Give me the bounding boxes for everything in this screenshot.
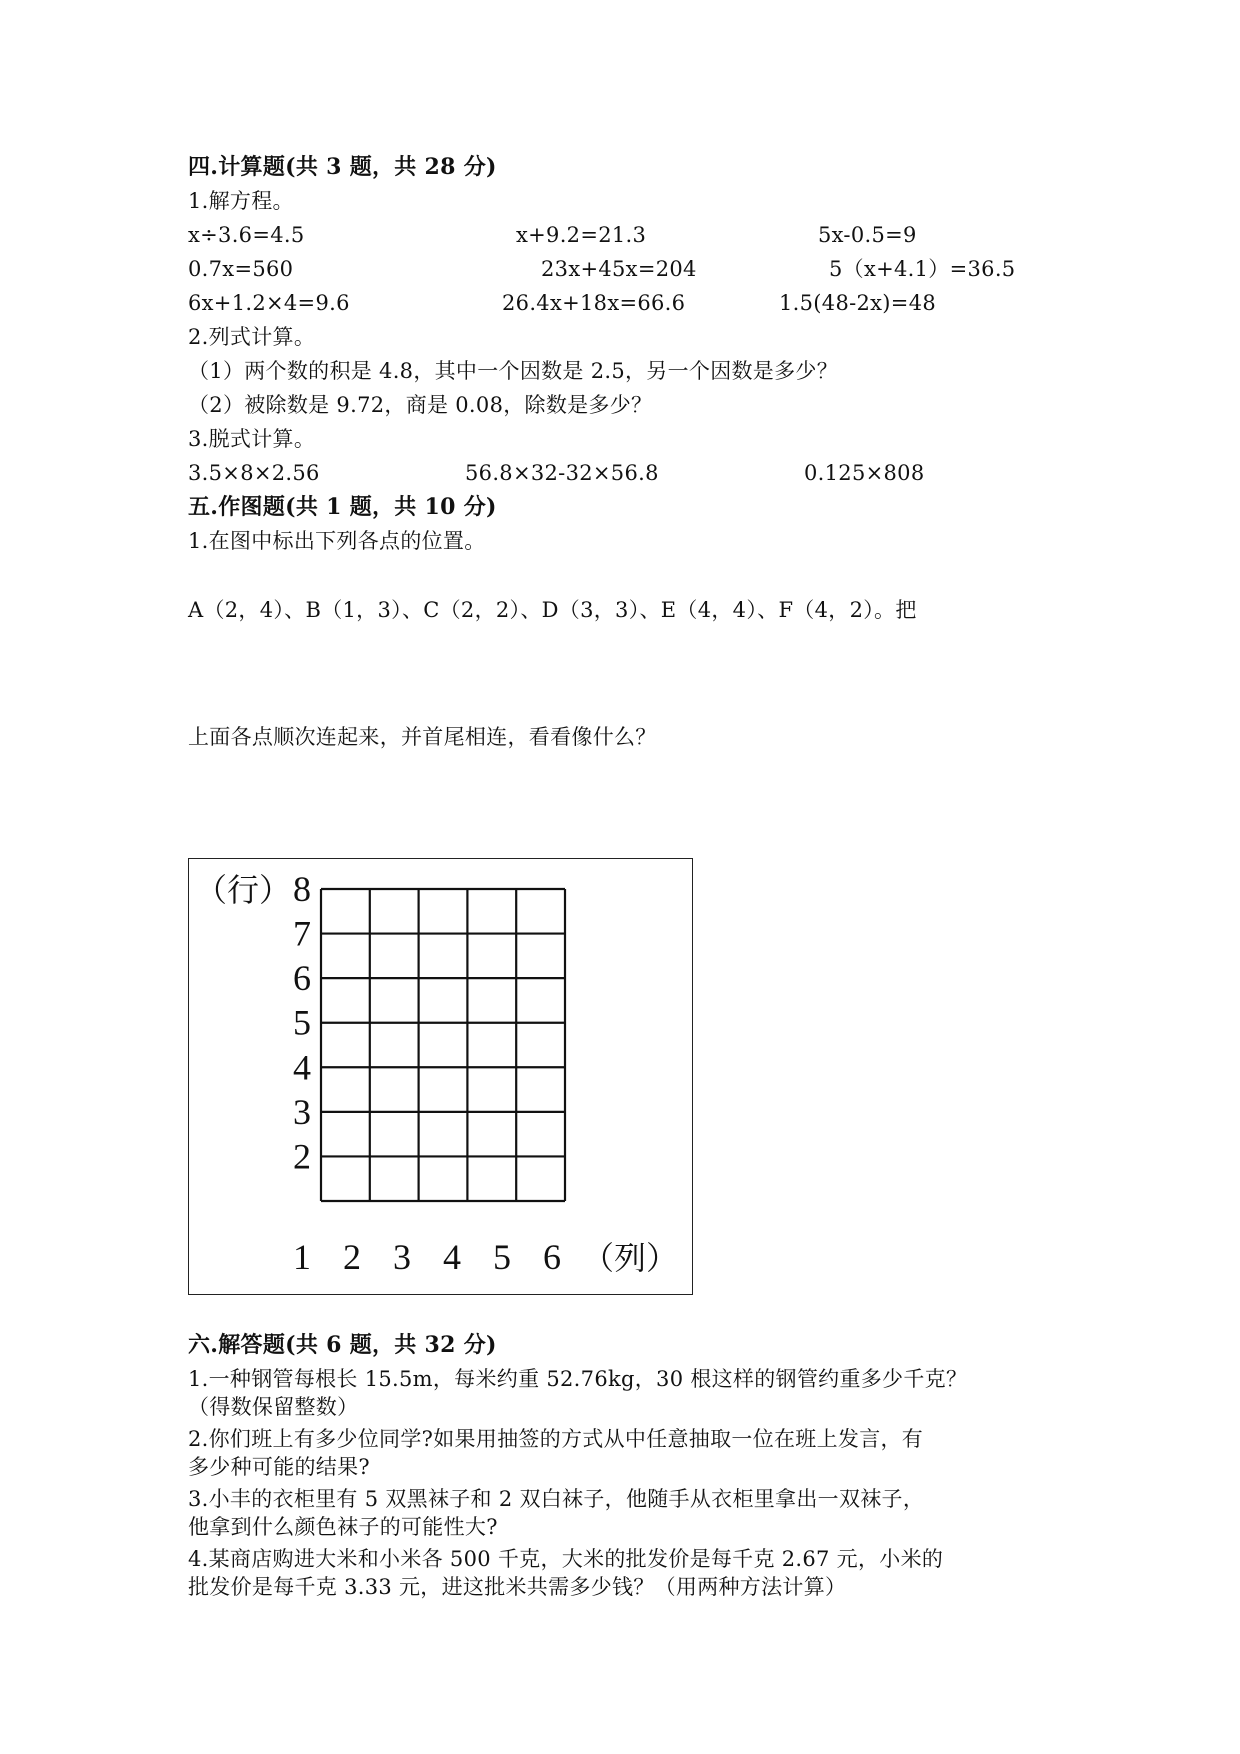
column-tick-label: 4 bbox=[443, 1237, 461, 1277]
equation: 26.4x+18x=66.6 bbox=[502, 291, 686, 315]
calc-expression: 3.5×8×2.56 bbox=[188, 461, 320, 485]
calc-expression: 56.8×32-32×56.8 bbox=[465, 461, 659, 485]
q2-part-2: （2）被除数是 9.72，商是 0.08，除数是多少？ bbox=[188, 393, 653, 417]
coordinate-grid bbox=[189, 859, 691, 1293]
problem-3-line-2: 他拿到什么颜色袜子的可能性大? bbox=[188, 1515, 498, 1539]
column-tick-label: 6 bbox=[543, 1237, 561, 1277]
equation: 6x+1.2×4=9.6 bbox=[188, 291, 350, 315]
column-axis-label: （列） bbox=[582, 1239, 679, 1277]
column-tick-label: 3 bbox=[393, 1237, 411, 1277]
equation: 5x-0.5=9 bbox=[818, 223, 917, 247]
plot-points-question: 1.在图中标出下列各点的位置。 bbox=[188, 529, 486, 553]
problem-3-line-1: 3.小丰的衣柜里有 5 双黑袜子和 2 双白袜子，他随手从衣柜里拿出一双袜子， bbox=[188, 1487, 925, 1511]
row-tick-label: 2 bbox=[293, 1136, 311, 1177]
equation: 5（x+4.1）=36.5 bbox=[829, 257, 1016, 281]
points-list: A（2，4）、B（1，3）、C（2，2）、D（3，3）、E（4，4）、F（4，2）。把 bbox=[188, 598, 917, 622]
row-tick-label: 7 bbox=[293, 913, 311, 954]
equation: 0.7x=560 bbox=[188, 257, 294, 281]
q1-label: 1.解方程。 bbox=[188, 189, 294, 213]
section-5-title: 五.作图题(共 1 题，共 10 分) bbox=[188, 494, 497, 520]
section-6-title: 六.解答题(共 6 题，共 32 分) bbox=[188, 1332, 497, 1358]
column-tick-label: 1 bbox=[293, 1237, 311, 1277]
problem-1-line-2: （得数保留整数） bbox=[188, 1395, 359, 1419]
equation: 23x+45x=204 bbox=[541, 257, 697, 281]
column-tick-label: 5 bbox=[493, 1237, 511, 1277]
problem-1-line-1: 1.一种钢管每根长 15.5m，每米约重 52.76kg，30 根这样的钢管约重多少千克？ bbox=[188, 1367, 968, 1391]
equation: 1.5(48-2x)=48 bbox=[779, 291, 937, 315]
row-tick-label: 8 bbox=[293, 869, 311, 909]
column-tick-label: 2 bbox=[343, 1237, 361, 1277]
problem-4-line-1: 4.某商店购进大米和小米各 500 千克，大米的批发价是每千克 2.67 元，小米的 bbox=[188, 1547, 944, 1571]
problem-4-line-2: 批发价是每千克 3.33 元，进这批米共需多少钱？（用两种方法计算） bbox=[188, 1575, 847, 1599]
coordinate-grid-figure bbox=[188, 858, 693, 1295]
row-tick-label: 4 bbox=[293, 1047, 311, 1088]
problem-2-line-2: 多少种可能的结果? bbox=[188, 1455, 370, 1479]
row-axis-label: （行） bbox=[195, 871, 292, 909]
equation: x+9.2=21.3 bbox=[516, 223, 647, 247]
calc-expression: 0.125×808 bbox=[804, 461, 925, 485]
connect-instruction: 上面各点顺次连起来，并首尾相连，看看像什么？ bbox=[188, 725, 657, 749]
row-tick-label: 6 bbox=[293, 958, 311, 999]
row-tick-label: 3 bbox=[293, 1091, 311, 1132]
section-4-title: 四.计算题(共 3 题，共 28 分) bbox=[188, 154, 497, 180]
row-tick-label: 5 bbox=[293, 1002, 311, 1043]
q2-part-1: （1）两个数的积是 4.8，其中一个因数是 2.5，另一个因数是多少？ bbox=[188, 359, 839, 383]
q3-label: 3.脱式计算。 bbox=[188, 427, 316, 451]
equation: x÷3.6=4.5 bbox=[188, 223, 305, 247]
problem-2-line-1: 2.你们班上有多少位同学?如果用抽签的方式从中任意抽取一位在班上发言，有 bbox=[188, 1427, 924, 1451]
q2-label: 2.列式计算。 bbox=[188, 325, 316, 349]
